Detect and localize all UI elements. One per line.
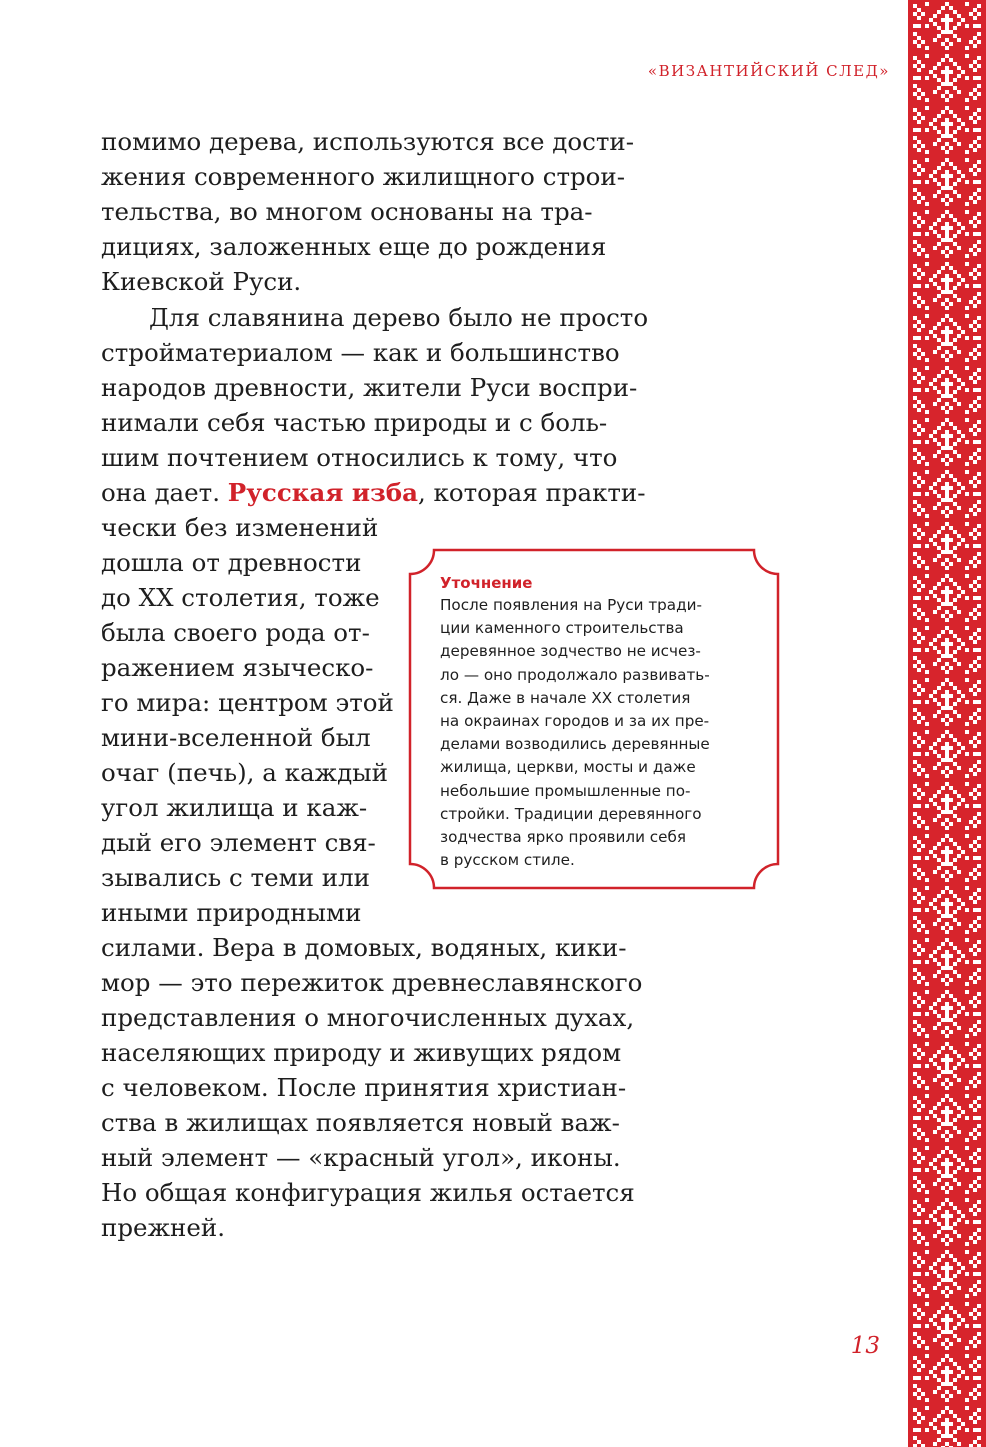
text-line: тельства, во многом основаны на тра- [101,197,593,226]
paragraph-3 [101,930,663,1245]
page-number: 13 [850,1333,880,1359]
sidebar-line: в русском стиле. [440,851,575,870]
text-line: нимали себя частью природы и с боль- [101,408,608,437]
text-line: помимо дерева, используются все дости- [101,127,634,156]
sidebar-title: Уточнение [440,574,533,592]
text-line: очаг (печь), а каждый [101,758,389,787]
sidebar-line: стройки. Традиции деревянного [440,804,702,823]
text-line: силами. Вера в домовых, водяных, кики- [101,933,627,962]
sidebar-line: ло — оно продолжало развивать- [440,665,710,684]
sidebar-line: зодчества ярко проявили себя [440,828,686,847]
sidebar-line: небольшие промышленные по- [440,781,691,800]
sidebar-line: жилища, церкви, мосты и даже [440,758,696,777]
text-line: прежней. [101,1213,225,1242]
ornament-border [908,0,986,1447]
sidebar-line: ся. Даже в начале XX столетия [440,688,691,707]
paragraph-2-wrapped [101,510,393,930]
text-line: Киевской Руси. [101,267,302,296]
text-line: дициях, заложенных еще до рождения [101,232,607,261]
sidebar-content [440,572,756,872]
text-line: го мира: центром этой [101,688,394,717]
text-line: с человеком. После принятия христиан- [101,1073,627,1102]
text-line: была своего рода от- [101,618,370,647]
text-line: ный элемент — «красный угол», иконы. [101,1143,621,1172]
text-line: иными природными [101,898,362,927]
text-line: мини-вселенной был [101,723,371,752]
text-line: дошла от древности [101,548,362,577]
highlight-russkaya-izba: Русская изба [227,478,418,507]
text-line: угол жилища и каж- [101,793,368,822]
text-line: населяющих природу и живущих рядом [101,1038,622,1067]
text-line: зывались с теми или [101,863,370,892]
paragraph-2 [101,300,663,510]
sidebar-box [408,548,780,890]
sidebar-line: делами возводились деревянные [440,735,710,754]
text-line: стройматериалом — как и большинство [101,338,620,367]
sidebar-line: После появления на Руси тради- [440,596,702,614]
text-line: ражением языческо- [101,653,374,682]
text-run: , которая практи- [417,478,646,507]
text-line: ства в жилищах появляется новый важ- [101,1108,620,1137]
text-line [101,475,663,510]
text-line: жения современного жилищного строи- [101,162,626,191]
text-line: до XX столетия, тоже [101,583,380,612]
text-line: народов древности, жители Руси воспри- [101,373,638,402]
text-line: Для славянина дерево было не просто [149,303,649,332]
text-line: чески без изменений [101,513,379,542]
text-line: шим почтением относились к тому, что [101,443,618,472]
text-run: она дает. [101,478,228,507]
text-line: мор — это пережиток древнеславянского [101,968,643,997]
sidebar-line: на окраинах городов и за их пре- [440,712,710,731]
sidebar-line: деревянное зодчество не исчез- [440,642,701,661]
paragraph-1 [101,124,663,299]
text-line: дый его элемент свя- [101,828,376,857]
text-line: представления о многочисленных духах, [101,1003,635,1032]
sidebar-line: ции каменного строительства [440,619,684,638]
running-head: «ВИЗАНТИЙСКИЙ СЛЕД» [647,62,890,80]
text-line: Но общая конфигурация жилья остается [101,1178,635,1207]
